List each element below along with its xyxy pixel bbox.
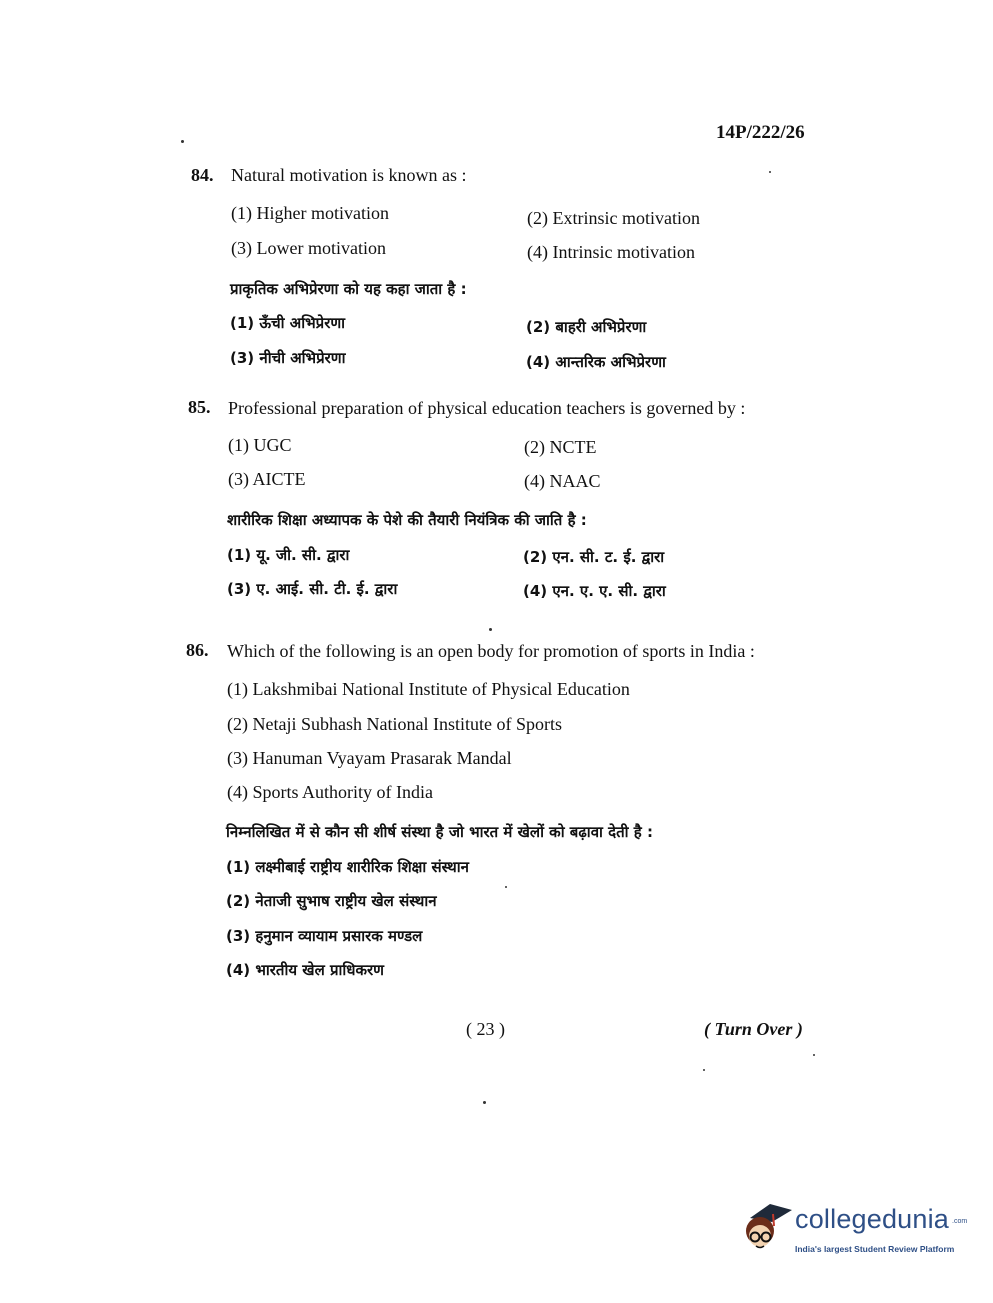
question-text: Which of the following is an open body for promotion of sports in India : — [227, 641, 755, 661]
question-number: 85. — [188, 397, 211, 417]
option-1-hindi: (1) यू. जी. सी. द्वारा — [227, 546, 350, 564]
question-text-hindi: निम्नलिखित में से कौन सी शीर्ष संस्था है जो भारत में खेलों को बढ़ावा देती है : — [226, 823, 653, 841]
option-1: (1) Higher motivation — [231, 203, 389, 223]
scan-speck — [769, 171, 771, 173]
option-1-hindi: (1) ऊँची अभिप्रेरणा — [230, 314, 346, 332]
option-2: (2) Netaji Subhash National Institute of Sports — [227, 714, 562, 734]
option-1-hindi: (1) लक्ष्मीबाई राष्ट्रीय शारीरिक शिक्षा संस्थान — [226, 858, 469, 876]
question-number: 86. — [186, 640, 209, 660]
option-3: (3) AICTE — [228, 469, 306, 489]
scan-speck — [813, 1054, 815, 1056]
option-4-hindi: (4) एन. ए. ए. सी. द्वारा — [523, 582, 666, 600]
option-3: (3) Lower motivation — [231, 238, 386, 258]
option-4-hindi: (4) भारतीय खेल प्राधिकरण — [226, 961, 384, 979]
option-1: (1) UGC — [228, 435, 292, 455]
question-text-hindi: प्राकृतिक अभिप्रेरणा को यह कहा जाता है : — [230, 280, 467, 298]
mascot-logo-icon — [736, 1198, 794, 1258]
scan-speck — [483, 1101, 486, 1104]
brand-name: collegedunia — [795, 1204, 950, 1234]
question-text: Natural motivation is known as : — [231, 165, 467, 185]
scan-speck — [181, 140, 184, 143]
brand-dotcom: .com — [952, 1218, 968, 1225]
question-text-hindi: शारीरिक शिक्षा अध्यापक के पेशे की तैयारी नियंत्रिक की जाति है : — [227, 511, 587, 529]
page-number: ( 23 ) — [466, 1019, 505, 1039]
option-4: (4) Sports Authority of India — [227, 782, 433, 802]
option-4-hindi: (4) आन्तरिक अभिप्रेरणा — [526, 353, 666, 371]
paper-code: 14P/222/26 — [716, 122, 805, 143]
option-3-hindi: (3) ए. आई. सी. टी. ई. द्वारा — [227, 580, 398, 598]
question-number: 84. — [191, 165, 214, 185]
option-3: (3) Hanuman Vyayam Prasarak Mandal — [227, 748, 512, 768]
option-2-hindi: (2) बाहरी अभिप्रेरणा — [526, 318, 647, 336]
option-2: (2) Extrinsic motivation — [527, 208, 700, 228]
option-2-hindi: (2) एन. सी. ट. ई. द्वारा — [523, 548, 665, 566]
option-1: (1) Lakshmibai National Institute of Physical Education — [227, 679, 630, 699]
scan-speck — [505, 886, 507, 888]
option-2-hindi: (2) नेताजी सुभाष राष्ट्रीय खेल संस्थान — [226, 892, 437, 910]
turn-over-note: ( Turn Over ) — [704, 1019, 803, 1039]
collegedunia-watermark — [736, 1198, 966, 1260]
option-2: (2) NCTE — [524, 437, 597, 457]
question-text: Professional preparation of physical education teachers is governed by : — [228, 398, 746, 418]
option-3-hindi: (3) नीची अभिप्रेरणा — [230, 349, 346, 367]
scan-speck — [489, 628, 492, 631]
brand-tagline: India's largest Student Review Platform — [795, 1244, 955, 1254]
option-3-hindi: (3) हनुमान व्यायाम प्रसारक मण्डल — [226, 927, 423, 945]
option-4: (4) Intrinsic motivation — [527, 242, 695, 262]
scan-speck — [703, 1069, 705, 1071]
option-4: (4) NAAC — [524, 471, 601, 491]
